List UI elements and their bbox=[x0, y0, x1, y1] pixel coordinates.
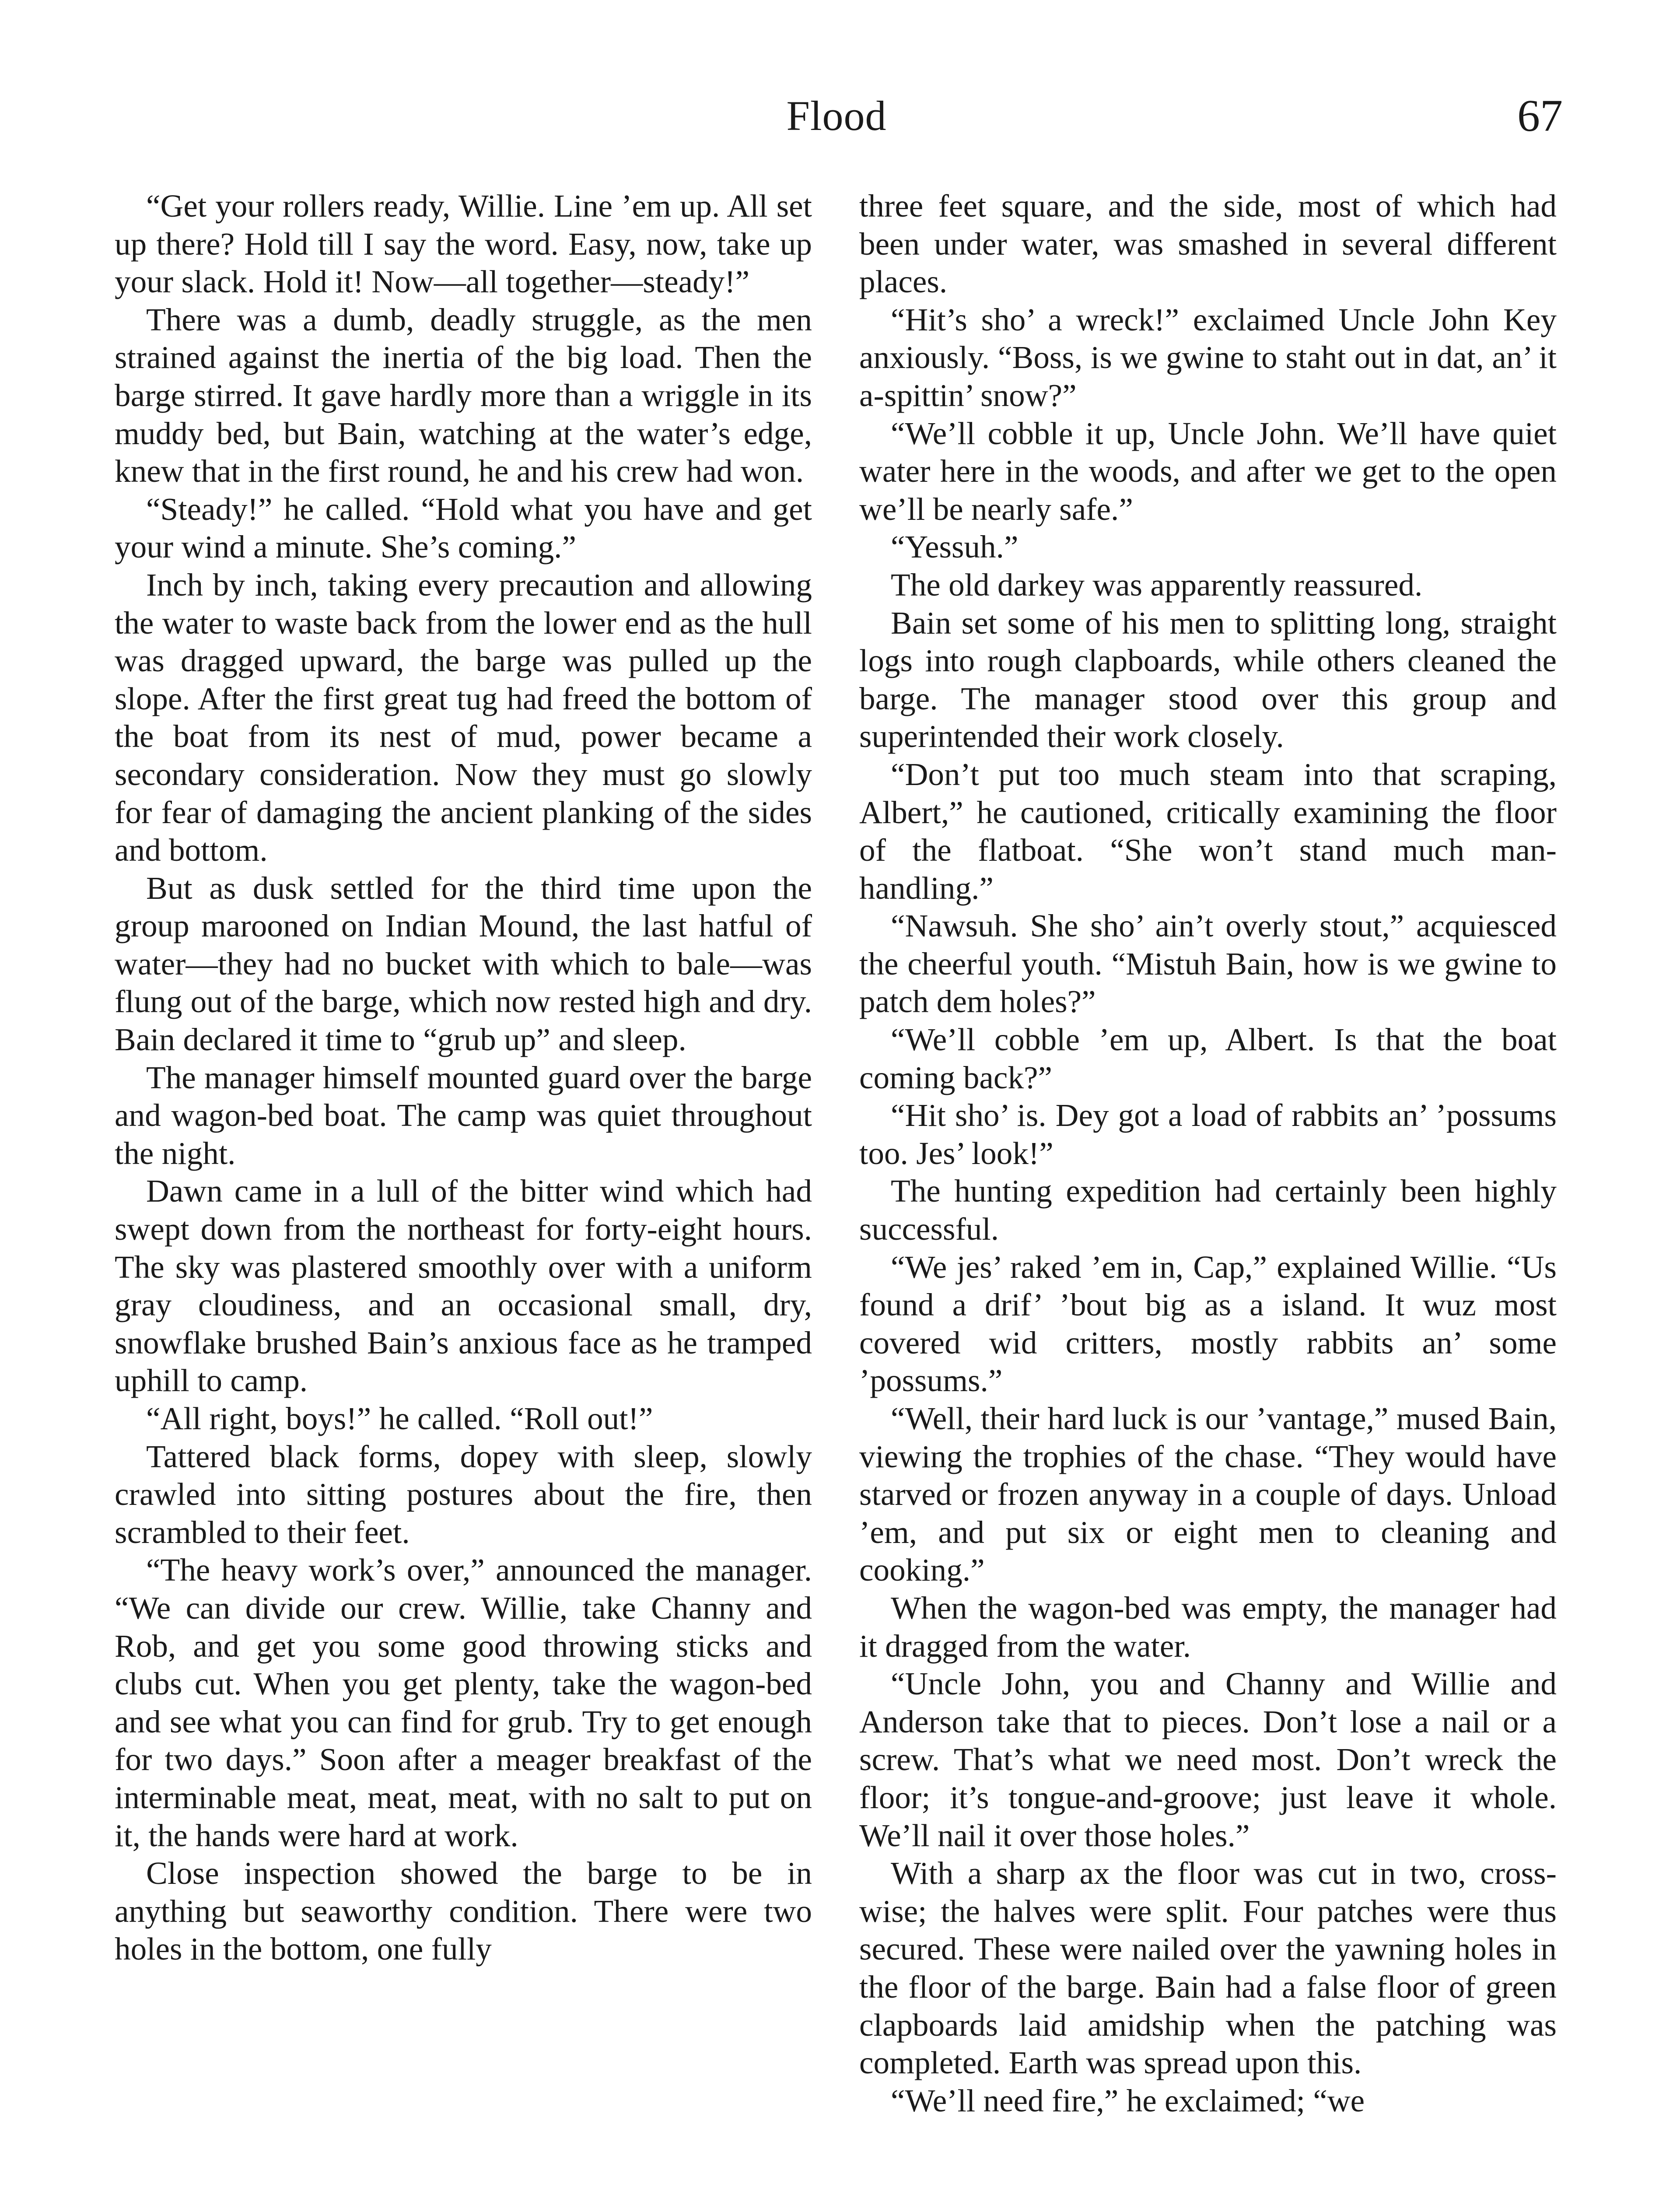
paragraph: “We jes’ raked ’em in, Cap,” explained Willie. “Us found a drif’ ’bout big as a island. It wuz most covered wid critters, mostly rabbits an’ some ’possums.” bbox=[859, 1249, 1557, 1399]
paragraph: Tattered black forms, dopey with sleep, slowly crawled into sitting postures about the fire, then scrambled to their feet. bbox=[115, 1438, 812, 1550]
paragraph: Close inspection showed the barge to be in anything but seaworthy condition. There were two holes in the bottom, one fully bbox=[115, 1855, 812, 1967]
paragraph: “Get your rollers ready, Willie. Line ’em up. All set up there? Hold till I say the word. Easy, now, take up your slack. Hold it! Now—all together—steady!” bbox=[115, 188, 812, 300]
paragraph: “Uncle John, you and Channy and Willie and Anderson take that to pieces. Don’t lose a nail or a screw. That’s what we need most. Don’t wreck the floor; it’s tongue-and-groove; just leave it whole. We’ll nail it over those holes.” bbox=[859, 1666, 1557, 1853]
page-header bbox=[115, 88, 1563, 144]
paragraph: “Well, their hard luck is our ’vantage,” mused Bain, viewing the trophies of the chase. “They would have starved or frozen anyway in a couple of days. Unload ’em, and put six or eight men to cleaning and cooking.” bbox=[859, 1401, 1557, 1588]
paragraph: But as dusk settled for the third time upon the group marooned on Indian Mound, the last hatful of water—they had no bucket with which to bale—was flung out of the barge, which now rested high and dry. Bain declared it time to “grub up” and sleep. bbox=[115, 870, 812, 1058]
paragraph: Dawn came in a lull of the bitter wind which had swept down from the northeast for forty-eight hours. The sky was plastered smoothly over with a uniform gray cloudiness, and an occasional small, dry, snowflake brushed Bain’s anxious face as he tramped uphill to camp. bbox=[115, 1173, 812, 1399]
paragraph: The manager himself mounted guard over the barge and wagon-bed boat. The camp was quiet throughout the night. bbox=[115, 1059, 812, 1171]
right-column bbox=[859, 187, 1557, 2120]
paragraph: “Hit’s sho’ a wreck!” exclaimed Uncle John Key anxiously. “Boss, is we gwine to staht out in dat, an’ it a-spittin’ snow?” bbox=[859, 302, 1557, 413]
paragraph: “We’ll cobble it up, Uncle John. We’ll have quiet water here in the woods, and after we get to the open we’ll be nearly safe.” bbox=[859, 415, 1557, 527]
paragraph: Inch by inch, taking every precaution and allowing the water to waste back from the lower end as the hull was dragged upward, the barge was pulled up the slope. After the first great tug had freed the bottom of the boat from its nest of mud, power became a secondary consideration. Now they must go slowly for fear of damaging the ancient planking of the sides and bottom. bbox=[115, 567, 812, 868]
paragraph: When the wagon-bed was empty, the manager had it dragged from the water. bbox=[859, 1590, 1557, 1664]
paragraph: The old darkey was apparently reassured. bbox=[891, 567, 1423, 603]
running-title: Flood bbox=[786, 92, 887, 139]
paragraph: The hunting expedition had certainly been highly successful. bbox=[859, 1173, 1557, 1247]
paragraph: three feet square, and the side, most of which had been under water, was smashed in several different places. bbox=[859, 188, 1557, 300]
paragraph: “Don’t put too much steam into that scraping, Albert,” he cautioned, critically examining the floor of the flatboat. “She won’t stand much man-handling.” bbox=[859, 756, 1557, 906]
paragraph: “The heavy work’s over,” announced the manager. “We can divide our crew. Willie, take Channy and Rob, and get you some good throwing sticks and clubs cut. When you get plenty, take the wagon-bed and see what you can find for grub. Try to get enough for two days.” Soon after a meager breakfast of the interminable meat, meat, meat, with no salt to put on it, the hands were hard at work. bbox=[115, 1552, 812, 1853]
paragraph: “Yessuh.” bbox=[891, 529, 1018, 565]
left-column bbox=[115, 187, 812, 1968]
paragraph: “Steady!” he called. “Hold what you have and get your wind a minute. She’s coming.” bbox=[115, 491, 812, 565]
paragraph: “Hit sho’ is. Dey got a load of rabbits an’ ’possums too. Jes’ look!” bbox=[859, 1098, 1557, 1171]
paragraph: “We’ll cobble ’em up, Albert. Is that the boat coming back?” bbox=[859, 1022, 1557, 1095]
paragraph: “Nawsuh. She sho’ ain’t overly stout,” acquiesced the cheerful youth. “Mistuh Bain, how is we gwine to patch dem holes?” bbox=[859, 908, 1557, 1020]
page-number: 67 bbox=[1517, 91, 1563, 141]
paragraph: There was a dumb, deadly struggle, as the men strained against the inertia of the big load. Then the barge stirred. It gave hardly more than a wriggle in its muddy bed, but Bain, watching at the water’s edge, knew that in the first round, he and his crew had won. bbox=[115, 302, 812, 489]
paragraph: “All right, boys!” he called. “Roll out!” bbox=[146, 1401, 653, 1436]
paragraph: With a sharp ax the floor was cut in two, cross-wise; the halves were split. Four patches were thus secured. These were nailed over the yawning holes in the floor of the barge. Bain had a false floor of green clapboards laid amidship when the patching was completed. Earth was spread upon this. bbox=[859, 1855, 1557, 2081]
paragraph: Bain set some of his men to splitting long, straight logs into rough clapboards, while others cleaned the barge. The manager stood over this group and superintended their work closely. bbox=[859, 605, 1557, 754]
paragraph: “We’ll need fire,” he exclaimed; “we bbox=[891, 2083, 1365, 2118]
